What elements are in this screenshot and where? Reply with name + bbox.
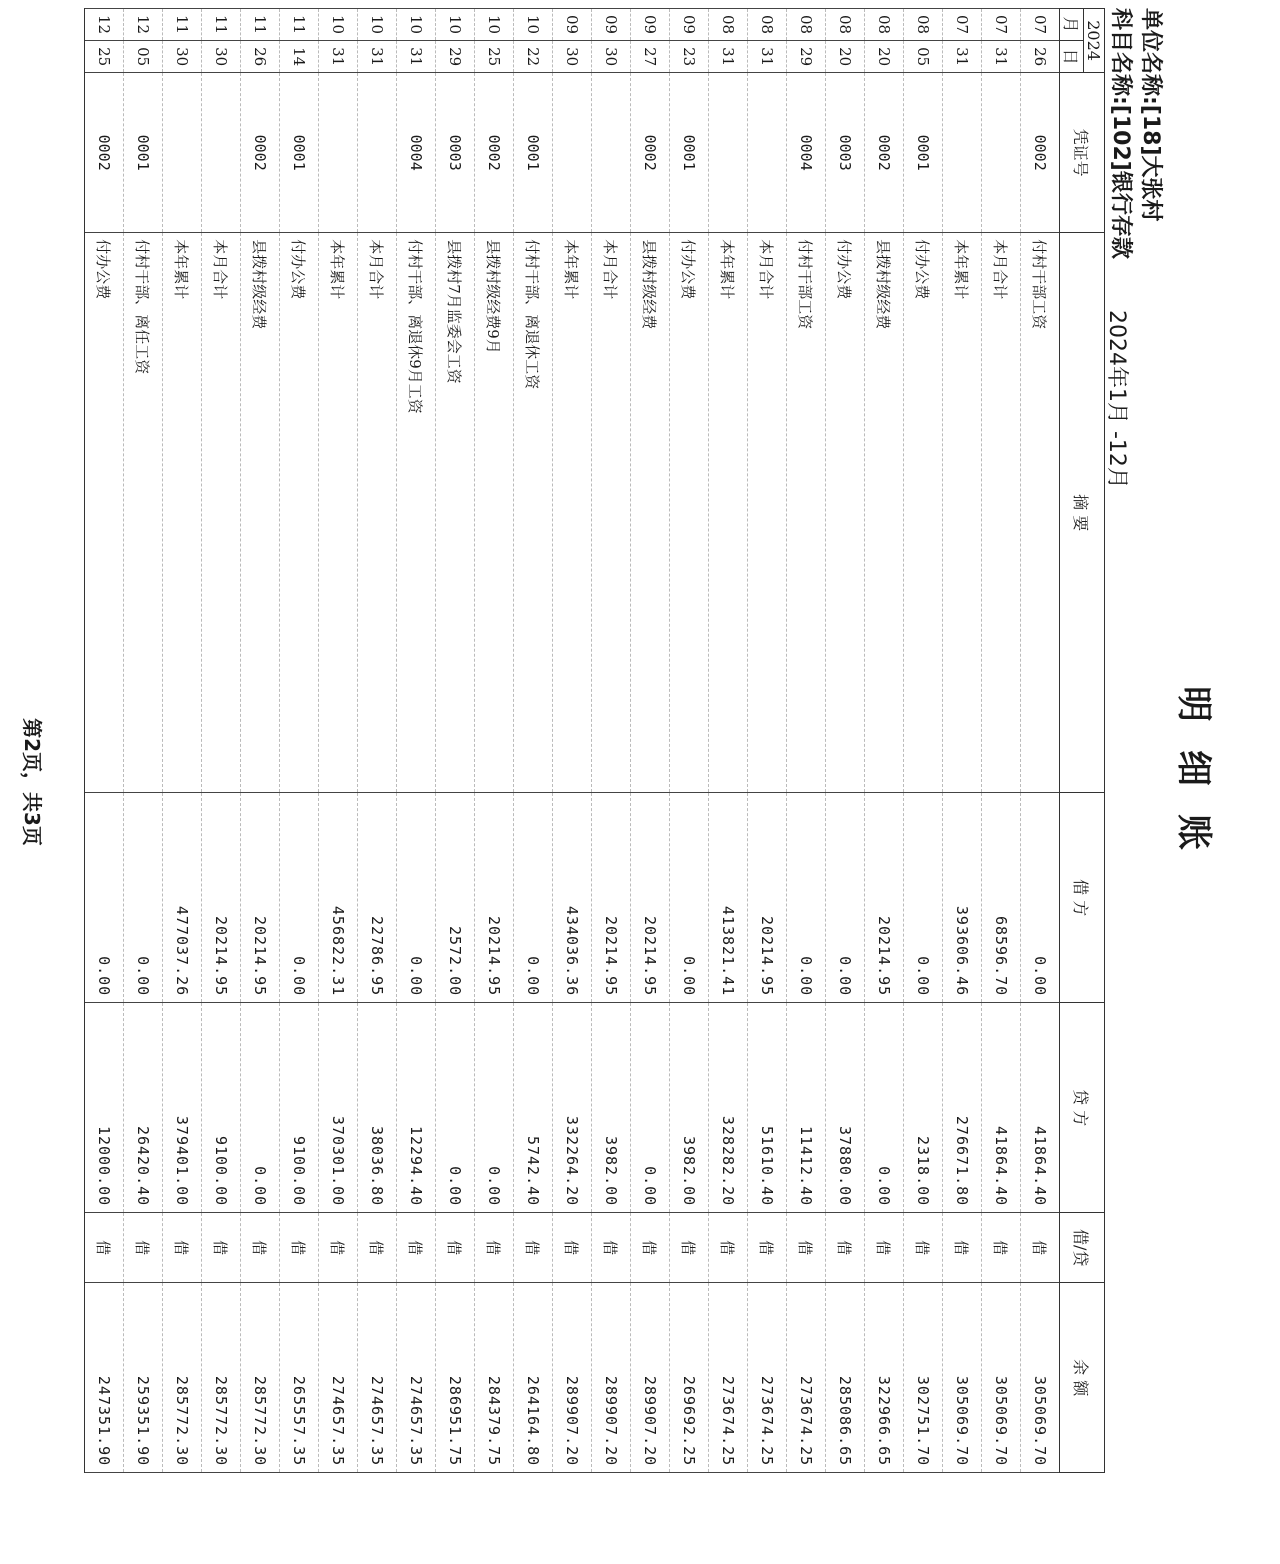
row-debit: 0.00 — [85, 793, 124, 1003]
debit-header: 借 方 — [1060, 793, 1105, 1003]
row-voucher: 0001 — [280, 73, 319, 233]
row-credit: 5742.40 — [514, 1003, 553, 1213]
row-summary: 本月合计 — [358, 233, 397, 793]
row-voucher — [943, 73, 982, 233]
table-row — [865, 9, 904, 1473]
row-credit: 332264.20 — [553, 1003, 592, 1213]
row-summary: 付办公费 — [280, 233, 319, 793]
row-direction: 借 — [748, 1213, 787, 1283]
row-summary: 本年累计 — [319, 233, 358, 793]
table-row — [514, 9, 553, 1473]
row-summary: 县拨村级经费 — [865, 233, 904, 793]
row-month: 12 — [124, 9, 163, 41]
month-header: 月 — [1060, 9, 1084, 41]
row-direction: 借 — [943, 1213, 982, 1283]
row-summary: 付村干部、离退休9月工资 — [397, 233, 436, 793]
row-debit: 20214.95 — [241, 793, 280, 1003]
row-credit: 38036.80 — [358, 1003, 397, 1213]
row-day: 20 — [865, 41, 904, 73]
table-row — [709, 9, 748, 1473]
row-direction: 借 — [397, 1213, 436, 1283]
row-month: 10 — [397, 9, 436, 41]
row-day: 23 — [670, 41, 709, 73]
row-voucher — [592, 73, 631, 233]
row-month: 07 — [982, 9, 1021, 41]
row-credit: 370301.00 — [319, 1003, 358, 1213]
row-voucher: 0003 — [436, 73, 475, 233]
row-balance: 305069.70 — [1021, 1283, 1060, 1473]
row-direction: 借 — [319, 1213, 358, 1283]
row-direction: 借 — [1021, 1213, 1060, 1283]
row-balance: 259351.90 — [124, 1283, 163, 1473]
row-summary: 本年累计 — [709, 233, 748, 793]
row-month: 12 — [85, 9, 124, 41]
row-debit: 0.00 — [124, 793, 163, 1003]
row-day: 31 — [982, 41, 1021, 73]
row-direction: 借 — [709, 1213, 748, 1283]
row-balance: 289907.20 — [631, 1283, 670, 1473]
row-direction: 借 — [631, 1213, 670, 1283]
table-row — [124, 9, 163, 1473]
row-credit: 41864.40 — [982, 1003, 1021, 1213]
row-debit: 20214.95 — [748, 793, 787, 1003]
table-row — [475, 9, 514, 1473]
row-month: 08 — [709, 9, 748, 41]
row-summary: 本年累计 — [163, 233, 202, 793]
row-direction: 借 — [904, 1213, 943, 1283]
row-summary: 本年累计 — [943, 233, 982, 793]
row-month: 08 — [787, 9, 826, 41]
table-row — [280, 9, 319, 1473]
row-day: 31 — [943, 41, 982, 73]
ledger-body — [85, 9, 1060, 1473]
row-day: 31 — [358, 41, 397, 73]
row-direction: 借 — [514, 1213, 553, 1283]
row-balance: 273674.25 — [787, 1283, 826, 1473]
row-voucher: 0001 — [670, 73, 709, 233]
row-debit: 0.00 — [280, 793, 319, 1003]
row-credit: 0.00 — [241, 1003, 280, 1213]
row-credit: 37880.00 — [826, 1003, 865, 1213]
row-day: 05 — [904, 41, 943, 73]
row-day: 26 — [1021, 41, 1060, 73]
row-voucher: 0002 — [475, 73, 514, 233]
row-voucher — [358, 73, 397, 233]
table-row — [436, 9, 475, 1473]
row-debit: 68596.70 — [982, 793, 1021, 1003]
row-month: 07 — [1021, 9, 1060, 41]
row-month: 11 — [202, 9, 241, 41]
ledger-title: 明细账 — [1173, 685, 1214, 878]
subject-name: 科目名称:[102]银行存款 — [1108, 8, 1133, 259]
row-debit: 413821.41 — [709, 793, 748, 1003]
row-direction: 借 — [865, 1213, 904, 1283]
row-voucher: 0003 — [826, 73, 865, 233]
table-row — [202, 9, 241, 1473]
row-summary: 县拨村级经费 — [631, 233, 670, 793]
row-credit: 0.00 — [865, 1003, 904, 1213]
row-direction: 借 — [592, 1213, 631, 1283]
row-month: 10 — [514, 9, 553, 41]
table-row — [163, 9, 202, 1473]
row-debit: 0.00 — [1021, 793, 1060, 1003]
row-credit: 379401.00 — [163, 1003, 202, 1213]
row-debit: 434036.36 — [553, 793, 592, 1003]
table-row — [943, 9, 982, 1473]
row-direction: 借 — [787, 1213, 826, 1283]
row-balance: 286951.75 — [436, 1283, 475, 1473]
row-summary: 本月合计 — [592, 233, 631, 793]
row-debit: 0.00 — [787, 793, 826, 1003]
row-balance: 273674.25 — [748, 1283, 787, 1473]
row-balance: 289907.20 — [553, 1283, 592, 1473]
row-credit: 51610.40 — [748, 1003, 787, 1213]
row-balance: 265557.35 — [280, 1283, 319, 1473]
row-direction: 借 — [670, 1213, 709, 1283]
row-month: 09 — [631, 9, 670, 41]
row-direction: 借 — [280, 1213, 319, 1283]
row-month: 09 — [670, 9, 709, 41]
row-credit: 26420.40 — [124, 1003, 163, 1213]
table-row — [397, 9, 436, 1473]
row-summary: 付办公费 — [85, 233, 124, 793]
row-debit: 0.00 — [826, 793, 865, 1003]
row-month: 08 — [826, 9, 865, 41]
row-debit: 0.00 — [514, 793, 553, 1003]
row-debit: 456822.31 — [319, 793, 358, 1003]
row-day: 30 — [592, 41, 631, 73]
row-direction: 借 — [826, 1213, 865, 1283]
row-day: 31 — [319, 41, 358, 73]
row-summary: 本年累计 — [553, 233, 592, 793]
table-row — [1021, 9, 1060, 1473]
row-direction: 借 — [124, 1213, 163, 1283]
row-direction: 借 — [241, 1213, 280, 1283]
row-summary: 付村干部、离退休工资 — [514, 233, 553, 793]
table-row — [670, 9, 709, 1473]
row-summary: 付办公费 — [670, 233, 709, 793]
row-debit: 20214.95 — [631, 793, 670, 1003]
row-voucher: 0004 — [397, 73, 436, 233]
row-credit: 12000.00 — [85, 1003, 124, 1213]
table-row — [319, 9, 358, 1473]
row-voucher — [319, 73, 358, 233]
row-month: 07 — [943, 9, 982, 41]
row-balance: 285772.30 — [241, 1283, 280, 1473]
table-row — [826, 9, 865, 1473]
balance-header: 余 额 — [1060, 1283, 1105, 1473]
row-debit: 477037.26 — [163, 793, 202, 1003]
row-balance: 273674.25 — [709, 1283, 748, 1473]
row-credit: 0.00 — [475, 1003, 514, 1213]
row-day: 22 — [514, 41, 553, 73]
row-voucher: 0002 — [241, 73, 280, 233]
row-day: 30 — [553, 41, 592, 73]
table-row — [553, 9, 592, 1473]
row-day: 25 — [475, 41, 514, 73]
row-summary: 付村干部工资 — [787, 233, 826, 793]
row-credit: 3982.00 — [670, 1003, 709, 1213]
voucher-header: 凭证号 — [1060, 73, 1105, 233]
row-voucher — [202, 73, 241, 233]
row-month: 09 — [592, 9, 631, 41]
row-voucher: 0002 — [631, 73, 670, 233]
row-voucher — [709, 73, 748, 233]
row-voucher — [748, 73, 787, 233]
ledger-table — [84, 8, 1105, 1473]
table-row — [787, 9, 826, 1473]
page-number: 第2页，共3页 — [20, 718, 44, 846]
period: 2024年1月 -12月 — [1104, 310, 1129, 489]
row-month: 10 — [436, 9, 475, 41]
row-month: 10 — [358, 9, 397, 41]
row-credit: 12294.40 — [397, 1003, 436, 1213]
table-row — [982, 9, 1021, 1473]
row-direction: 借 — [163, 1213, 202, 1283]
row-balance: 274657.35 — [397, 1283, 436, 1473]
row-credit: 328282.20 — [709, 1003, 748, 1213]
credit-header: 贷 方 — [1060, 1003, 1105, 1213]
row-balance: 305069.70 — [982, 1283, 1021, 1473]
row-summary: 县拨村级经费9月 — [475, 233, 514, 793]
row-voucher: 0002 — [865, 73, 904, 233]
row-debit: 0.00 — [397, 793, 436, 1003]
row-day: 14 — [280, 41, 319, 73]
row-balance: 274657.35 — [319, 1283, 358, 1473]
row-balance: 285772.30 — [202, 1283, 241, 1473]
row-balance: 247351.90 — [85, 1283, 124, 1473]
row-direction: 借 — [553, 1213, 592, 1283]
row-day: 20 — [826, 41, 865, 73]
row-debit: 0.00 — [670, 793, 709, 1003]
row-direction: 借 — [85, 1213, 124, 1283]
row-summary: 本月合计 — [748, 233, 787, 793]
row-summary: 本月合计 — [202, 233, 241, 793]
row-summary: 付办公费 — [826, 233, 865, 793]
row-month: 10 — [319, 9, 358, 41]
year-header: 2024 — [1084, 9, 1105, 73]
row-credit: 0.00 — [436, 1003, 475, 1213]
row-summary: 付村干部工资 — [1021, 233, 1060, 793]
row-credit: 3982.00 — [592, 1003, 631, 1213]
table-row — [358, 9, 397, 1473]
row-summary: 县拨村级经费 — [241, 233, 280, 793]
row-debit: 2572.00 — [436, 793, 475, 1003]
row-day: 30 — [202, 41, 241, 73]
row-balance: 269692.25 — [670, 1283, 709, 1473]
row-voucher — [163, 73, 202, 233]
row-credit: 276671.80 — [943, 1003, 982, 1213]
row-debit: 20214.95 — [202, 793, 241, 1003]
table-row — [631, 9, 670, 1473]
summary-header: 摘 要 — [1060, 233, 1105, 793]
row-voucher: 0002 — [85, 73, 124, 233]
table-row — [748, 9, 787, 1473]
row-direction: 借 — [475, 1213, 514, 1283]
direction-header: 借/贷 — [1060, 1213, 1105, 1283]
row-credit: 9100.00 — [202, 1003, 241, 1213]
row-credit: 0.00 — [631, 1003, 670, 1213]
row-credit: 11412.40 — [787, 1003, 826, 1213]
row-credit: 41864.40 — [1021, 1003, 1060, 1213]
table-row — [85, 9, 124, 1473]
row-day: 27 — [631, 41, 670, 73]
row-debit: 20214.95 — [475, 793, 514, 1003]
row-balance: 274657.35 — [358, 1283, 397, 1473]
row-month: 08 — [904, 9, 943, 41]
row-month: 11 — [280, 9, 319, 41]
row-summary: 付村干部、离任工资 — [124, 233, 163, 793]
row-month: 11 — [241, 9, 280, 41]
row-voucher: 0001 — [904, 73, 943, 233]
row-balance: 302751.70 — [904, 1283, 943, 1473]
row-month: 08 — [865, 9, 904, 41]
row-month: 09 — [553, 9, 592, 41]
row-debit: 22786.95 — [358, 793, 397, 1003]
row-month: 08 — [748, 9, 787, 41]
row-debit: 0.00 — [904, 793, 943, 1003]
row-day: 30 — [163, 41, 202, 73]
row-debit: 20214.95 — [592, 793, 631, 1003]
table-row — [592, 9, 631, 1473]
row-summary: 付办公费 — [904, 233, 943, 793]
row-debit: 20214.95 — [865, 793, 904, 1003]
row-day: 29 — [436, 41, 475, 73]
row-balance: 305069.70 — [943, 1283, 982, 1473]
row-balance: 289907.20 — [592, 1283, 631, 1473]
day-header: 日 — [1060, 41, 1084, 73]
row-day: 26 — [241, 41, 280, 73]
row-day: 29 — [787, 41, 826, 73]
row-day: 05 — [124, 41, 163, 73]
row-day: 31 — [748, 41, 787, 73]
row-day: 31 — [709, 41, 748, 73]
row-day: 31 — [397, 41, 436, 73]
row-balance: 264164.80 — [514, 1283, 553, 1473]
row-balance: 285086.65 — [826, 1283, 865, 1473]
row-voucher — [982, 73, 1021, 233]
row-debit: 393606.46 — [943, 793, 982, 1003]
row-voucher: 0002 — [1021, 73, 1060, 233]
row-balance: 322966.65 — [865, 1283, 904, 1473]
row-voucher — [553, 73, 592, 233]
row-voucher: 0004 — [787, 73, 826, 233]
row-balance: 284379.75 — [475, 1283, 514, 1473]
row-voucher: 0001 — [514, 73, 553, 233]
row-direction: 借 — [202, 1213, 241, 1283]
row-credit: 2318.00 — [904, 1003, 943, 1213]
row-voucher: 0001 — [124, 73, 163, 233]
row-summary: 县拨村7月监委会工资 — [436, 233, 475, 793]
row-direction: 借 — [358, 1213, 397, 1283]
row-day: 25 — [85, 41, 124, 73]
row-direction: 借 — [982, 1213, 1021, 1283]
row-month: 10 — [475, 9, 514, 41]
row-credit: 9100.00 — [280, 1003, 319, 1213]
row-month: 11 — [163, 9, 202, 41]
row-summary: 本月合计 — [982, 233, 1021, 793]
table-row — [904, 9, 943, 1473]
table-row — [241, 9, 280, 1473]
row-balance: 285772.30 — [163, 1283, 202, 1473]
unit-name: 单位名称:[18]大张村 — [1138, 8, 1163, 222]
row-direction: 借 — [436, 1213, 475, 1283]
